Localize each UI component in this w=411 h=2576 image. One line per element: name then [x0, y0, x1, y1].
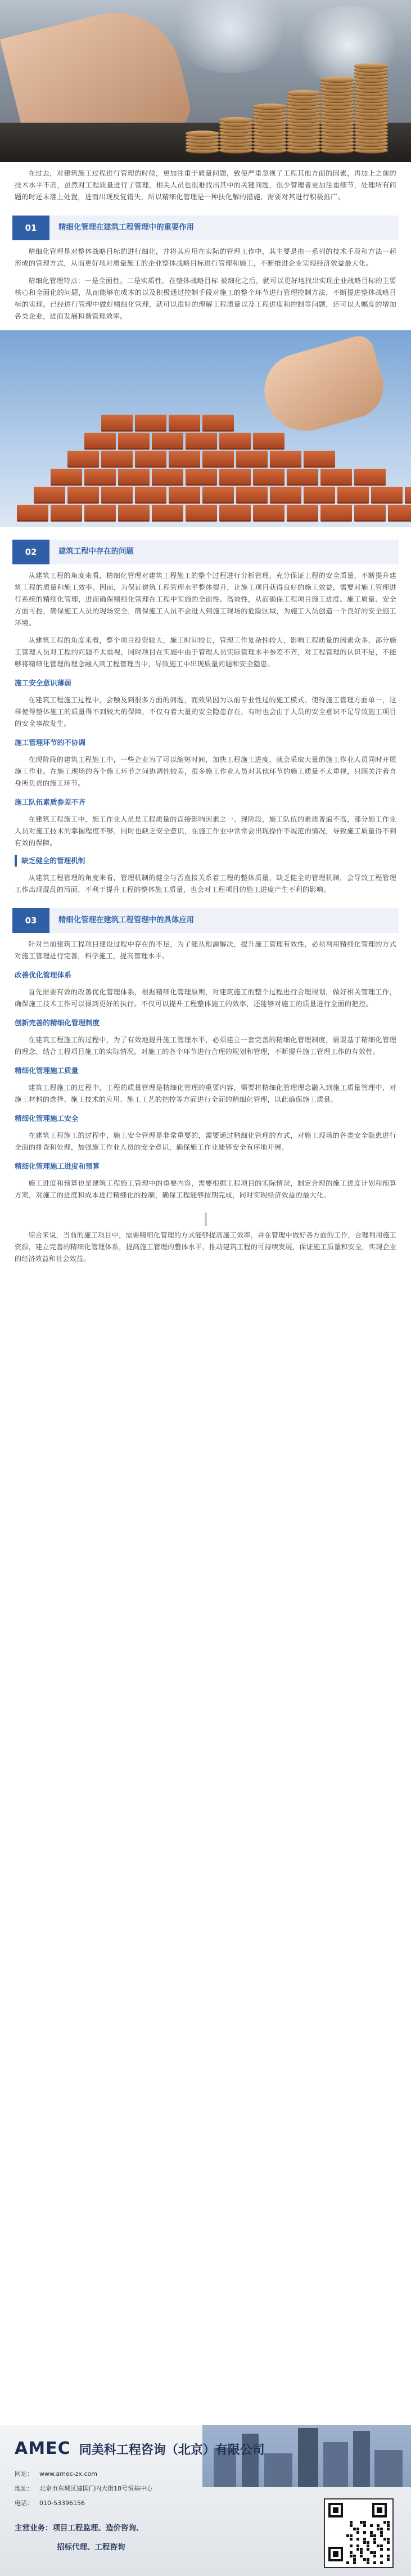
phone-text: 010-53396156: [39, 2499, 85, 2507]
section-header-02: [12, 540, 399, 564]
address-text: 北京市东城区建国门内大街18号恒基中心: [39, 2485, 152, 2492]
brick: [388, 505, 411, 522]
subsection-title: 精细化管理施工安全: [15, 1114, 79, 1123]
brick: [84, 505, 116, 522]
brand-cn: 同美科工程咨询（北京）有限公司: [79, 2443, 265, 2457]
subsection-paragraph: 在建筑工程施工的过程中，为了有效地提升施工管理水平，必须建立一套完善的精细化管理制度，需要基于精细化管理的理念，结合工程项目施工的实际情况，对施工的各个环节进行合理的规划和管理，不断提升施工管理工作的有效性。: [15, 1036, 396, 1056]
company-footer: [0, 2425, 411, 2576]
brick: [34, 487, 65, 504]
company-logo: [15, 2439, 265, 2458]
intro-paragraph: 在过去，对建筑施工过程进行管理的时候，更加注重于质量问题，致使严重忽视了工程其他方面的因素，再加上之前的技术水平不高，虽然对工程质量进行了管理，相关人员也很难找出其中的关键问题，很少管理者更加注重细节，处理所有问题的时还未落上处置，进而出现反复错失，所以精细化管理是一种扶化解的措施，需要对其进行积极推广。: [15, 169, 396, 201]
brick-wall-image: [0, 330, 411, 527]
section-paragraph: 精细化管理特点：一是全面性。二是实质性。在整体战略目标 被细化之后，就可以更好地找出实现企业战略目标的主要核心和全面化的问题，从而能够在成本的以及积极通过控制手段对施工的整个环节进行管理控制方法，不断提进整体战略目标的实现。已经进行管理中做好精细化管理，就可以很好的理解工程质量以及工程进度和控制等问题，还可以大幅度的增加各类企业，进而发展和谐管理效率。: [15, 277, 396, 320]
brick: [219, 505, 251, 522]
coin: [287, 90, 320, 96]
subsection-title: 改善优化管理体系: [15, 971, 71, 979]
closing-paragraph: 综合来说，当前的施工项目中，需要精细化管理的方式能够提高施工效率，并在管理中做好各方面的工作，合理利用施工资源，建立完善的精细化管理体系，提高施工管理的整体水平，推动建筑工程的可持续发展，保证施工质量和安全，实现企业的经济效益和社会效益。: [15, 1231, 396, 1263]
subsection-title: 施工安全意识薄弱: [15, 679, 71, 687]
brick: [84, 433, 116, 450]
brick: [67, 451, 99, 468]
section-paragraph: 针对当前建筑工程项目建设过程中存在的不足，为了能从根源解决，提升施工管理有效性，必须利用精细化管理的方式对施工管理进行完善，科学施工，提高管理水平。: [15, 940, 396, 960]
brick: [17, 505, 48, 522]
brick: [320, 505, 352, 522]
brick: [354, 469, 386, 486]
brick: [236, 487, 268, 504]
coin: [186, 131, 219, 136]
brick: [202, 415, 234, 432]
brick: [219, 433, 251, 450]
section-header-01: [12, 216, 399, 240]
brick: [236, 451, 268, 468]
brick: [152, 505, 183, 522]
website-link[interactable]: www.amec-zx.com: [39, 2470, 97, 2478]
brick: [320, 469, 352, 486]
brick: [270, 451, 301, 468]
brick: [186, 469, 217, 486]
section-paragraph: 从建筑工程的角度来看，精细化管理对建筑工程施工的整个过程进行分析管理，充分保证工程的安全质量，不断提升建筑工程的质量和施工效率。因而，为保证建筑工程管理水平整体提升，让施工项目获得良好的施工效益，需要对施工管理进行系统的精细化管理，进而确保精细化管理在工程中实施的全面性、高效性，从而确保工程项目施工进度、施工质量、安全方面可控，确保施工人员的现场安全，确保施工人员不会进入到施工现场的危险区域，为施工人员创造一个良好的安全施工环境。: [15, 572, 396, 627]
subsection-paragraph: 施工进度和预算也是建筑工程施工管理中的重要内容，需要根据工程项目的实际情况，制定合理的施工进度计划和预算方案，对施工的进度和成本进行精细化的控制，确保工程能够按期完成，同时实现经济效益的最大化。: [15, 1179, 396, 1199]
subsection-paragraph: 首先需要有效的改善优化管理体系，根据精细化管理原则，对建筑施工的整个过程进行合理规划，做好相关管理工作，确保施工技术工作可以得到更好的执行。不仅可以提升工程整体施工的效率，还能够对施工的质量进行全面的把控。: [15, 988, 396, 1008]
brick: [51, 469, 82, 486]
coin: [253, 104, 287, 109]
brick: [253, 505, 284, 522]
brick: [253, 469, 284, 486]
brick: [405, 487, 411, 504]
subsection-title: 创新完善的精细化管理制度: [15, 1018, 100, 1027]
brick: [152, 469, 183, 486]
hand-image: [256, 333, 391, 441]
brick: [169, 451, 200, 468]
coin: [320, 77, 354, 82]
brand-en: AMEC: [15, 2439, 71, 2458]
coin: [219, 117, 253, 123]
brick: [253, 433, 284, 450]
hero-image: [0, 0, 411, 162]
subsection-title: 精细化管理施工进度和预算: [15, 1162, 100, 1170]
subsection-title: 缺乏健全的管理机制: [15, 855, 396, 867]
subsection-paragraph: 在现阶段的建筑工程施工中，一些企业为了可以缩短时间，加快工程施工进度，就会采取大量的施工作业人员同时开展施工作业。在施工现场的各个施工环节之间协调性较差，很多施工作业人员对其他环节的施工质量不太重视，只顾关注着自身所负责的施工环节。: [15, 756, 396, 787]
brick: [270, 487, 301, 504]
brick: [101, 415, 133, 432]
section-title: 建筑工程中存在的问题: [58, 547, 134, 556]
contact-info: 网址： www.amec-zx.com 地址： 北京市东城区建国门内大街18号恒基中心 电话： 010-53396156: [15, 2470, 152, 2507]
brick: [118, 469, 150, 486]
brick: [51, 505, 82, 522]
subsection-title: 施工管理环节的不协调: [15, 738, 85, 747]
brick: [118, 433, 150, 450]
section-number: 01: [12, 216, 49, 240]
subsection-paragraph: 在建筑工程施工的过程中，施工安全管理是非常重要的，需要通过精细化管理的方式，对施工现场的各类安全隐患进行全面的排查和处理，加强施工作业人员的安全意识，确保施工作业能够安全有序地开展。: [15, 1132, 396, 1151]
brick: [101, 487, 133, 504]
brick: [304, 451, 335, 468]
section-number: 02: [12, 540, 49, 564]
subsection-title: 施工队伍素质参差不齐: [15, 798, 85, 806]
brick: [371, 487, 403, 504]
brick: [287, 505, 318, 522]
brick: [304, 487, 335, 504]
brick: [202, 487, 234, 504]
brick: [219, 469, 251, 486]
brick: [118, 505, 150, 522]
qr-code-icon: [324, 2498, 394, 2568]
brick: [67, 487, 99, 504]
subsection-paragraph: 建筑工程施工的过程中，工程的质量管理是精细化管理的重要内容，需要将精细化管理理念融入到施工质量管理中，对施工材料的选择、施工技术的应用、施工工艺的把控等方面进行全面的精细化管理，以此确保施工质量。: [15, 1084, 396, 1103]
brick: [287, 469, 318, 486]
brick: [169, 415, 200, 432]
subsection-title: 精细化管理施工质量: [15, 1066, 79, 1075]
brick: [101, 451, 133, 468]
subsection-paragraph: 在建筑工程施工过程中，会触及到很多方面的问题，而效果因为以前专业性过的施工模式、使得施工管理方面单一，这样使得整体施工的质量得不到较大的保障，不仅有着大量的安全隐患存在，有时也会由于人员的安全意识不足导致施工项目的安全事故发生。: [15, 696, 396, 728]
divider-ornament: [183, 1213, 228, 1226]
section-title: 精细化管理在建筑工程管理中的重要作用: [58, 223, 195, 232]
brick: [135, 415, 166, 432]
brick: [135, 487, 166, 504]
brick: [152, 433, 183, 450]
subsection-paragraph: 从建筑工程管理的角度来看，管理机制的健全与否直接关系着工程的整体质量，缺乏健全的管理机制，会导致工程管理工作出现混乱的局面，不利于提升工程的整体施工质量，也会对工程项目的施工进度产生不利的影响。: [15, 874, 396, 894]
section-paragraph: 精细化管理是对整体战略目标的进行细化，并将其应用在实际的管理工作中，其主要是由一系列的技术手段和方法一起形成的管理方式，从而更好地对质量施工的企业整体战略目标进行管理和施工，不断推进企业实现经济效益最大化。: [15, 248, 396, 267]
section-header-03: [12, 908, 399, 933]
brick: [84, 469, 116, 486]
coin: [354, 63, 388, 69]
brick: [186, 505, 217, 522]
subsection-paragraph: 在建筑工程施工中，施工作业人员是工程质量的直接影响因素之一。现阶段，施工队伍的素质普遍不高，部分施工作业人员对施工技术的掌握程度不够，同时也缺乏安全意识，在施工作业中常常会出现操作不规范的情况，导致施工质量得不到有效的保障。: [15, 815, 396, 847]
brick: [337, 487, 369, 504]
section-paragraph: 从建筑工程的角度来看，整个项目投资较大，施工时间较长，管理工作复杂性较大，影响工程质量的因素众多，部分施工管理人员对工程的问题不太重视，同时项目在实施中由于管理人员实际管理水平参差不齐，对工程管理的认识不足，不能够将精细化管理的理念融入到工程管理当中，导致施工中出现质量问题和安全隐患。: [15, 636, 396, 668]
brick: [354, 505, 386, 522]
brick: [135, 451, 166, 468]
brick: [202, 451, 234, 468]
section-number: 03: [12, 908, 49, 933]
brick: [169, 487, 200, 504]
brick: [186, 433, 217, 450]
section-title: 精细化管理在建筑工程管理中的具体应用: [58, 916, 195, 925]
business-scope: 主营业务：项目工程监理、造价咨询、 招标代理、工程咨询: [15, 2524, 144, 2552]
